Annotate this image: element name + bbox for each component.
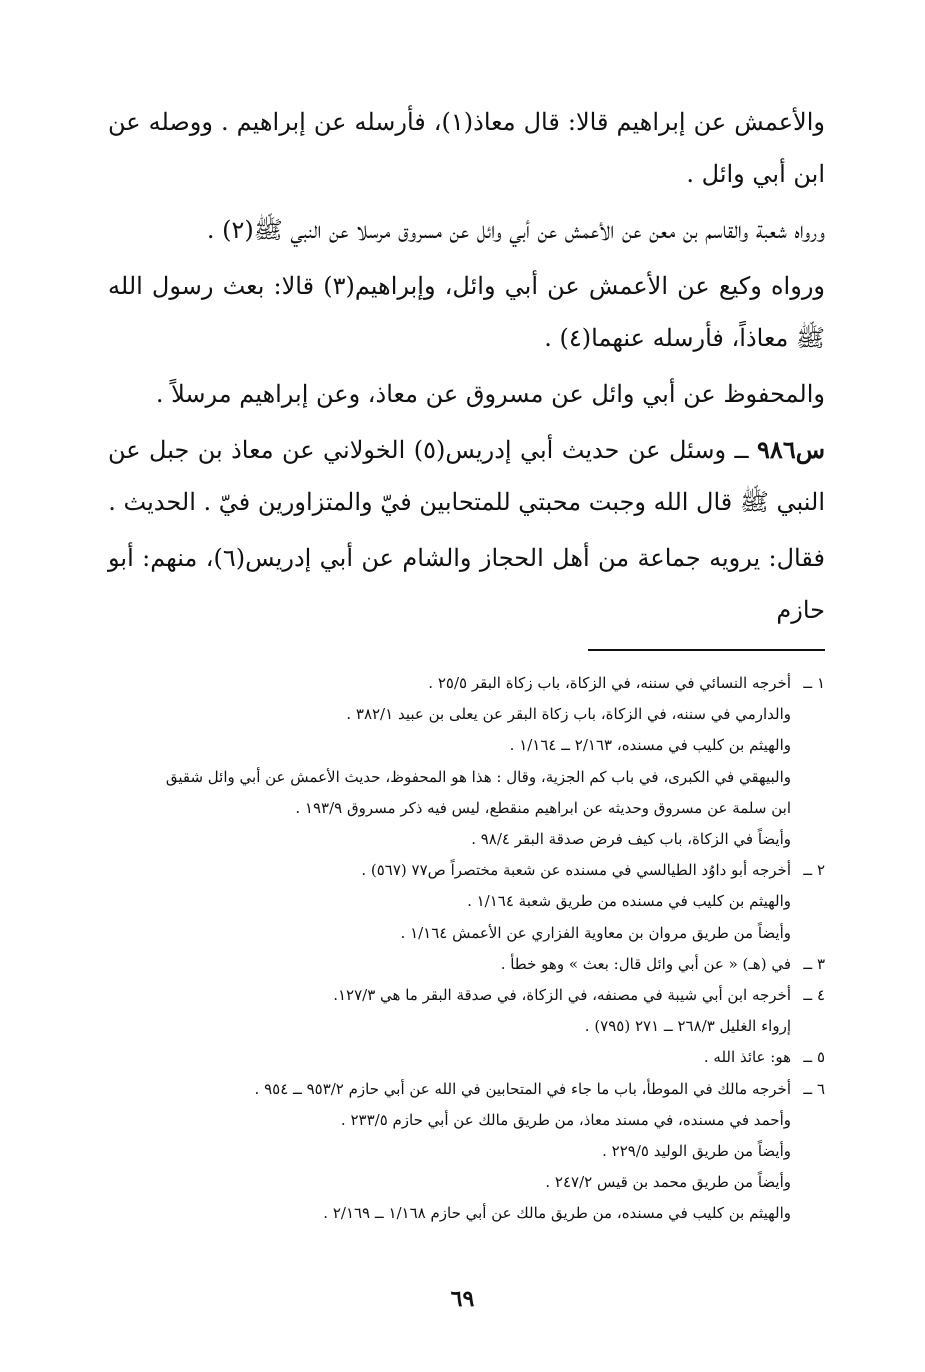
- paragraph-4: والمحفوظ عن أبي وائل عن مسروق عن معاذ، وعن إبراهيم مرسلاً .: [155, 380, 825, 408]
- footnote-line: والدارمي في سننه، في الزكاة، باب زكاة البقر عن يعلى بن عبيد ٣٨٢/١ .: [346, 705, 791, 724]
- question-number: س٩٨٦: [757, 435, 825, 464]
- footnote-line: أخرجه أبو داوُد الطيالسي في مسنده عن شعبة مختصراً ص٧٧ (٥٦٧) .: [361, 861, 791, 880]
- footnote-line: والهيثم بن كليب في مسنده، ٢/١٦٣ ــ ١/١٦٤ .: [509, 736, 791, 755]
- footnote-number: ٢ ــ: [803, 861, 825, 880]
- footnote-line: وأيضاً من طريق مروان بن معاوية الفزاري عن الأعمش ١/١٦٤ .: [400, 923, 791, 942]
- footnote-number: ٦ ــ: [803, 1079, 825, 1098]
- footnote-number: ٥ ــ: [803, 1048, 825, 1067]
- footnote-line: والهيثم بن كليب في مسنده، من طريق مالك عن أبي حازم ١/١٦٨ ــ ٢/١٦٩ .: [323, 1204, 791, 1223]
- footnote-line: أخرجه ابن أبي شيبة في مصنفه، في الزكاة، في صدقة البقر ما هي ١٢٧/٣.: [333, 986, 791, 1005]
- footnote-body: [108, 668, 791, 855]
- footnote-4: [108, 980, 825, 1042]
- footnotes: [108, 668, 825, 1230]
- footnote-line: إرواء الغليل ٢٦٨/٣ ــ ٢٧١ (٧٩٥) .: [584, 1017, 791, 1036]
- footnote-number: ٤ ــ: [803, 986, 825, 1005]
- footnote-1: [108, 668, 825, 855]
- footnote-line: وأيضاً من طريق محمد بن قيس ٢٤٧/٢ .: [545, 1173, 791, 1192]
- footnote-body: [108, 949, 791, 980]
- question-paragraph: [108, 424, 825, 528]
- footnote-3: [108, 949, 825, 980]
- footnote-6: [108, 1074, 825, 1230]
- footnote-body: [108, 1074, 791, 1230]
- footnote-5: [108, 1042, 825, 1073]
- paragraph-3: ورواه وكيع عن الأعمش عن أبي وائل، وإبراهيم(٣) قالا: بعث رسول الله ﷺ معاذاً، فأرسله عنهما(٤) .: [108, 272, 825, 352]
- footnote-line: أخرجه النسائي في سننه، في الزكاة، باب زكاة البقر ٢٥/٥ .: [428, 674, 791, 692]
- footnote-line: وأحمد في مسنده، في مسند معاذ، من طريق مالك عن أبي حازم ٢٣٣/٥ .: [340, 1110, 791, 1129]
- answer-paragraph: فقال: يرويه جماعة من أهل الحجاز والشام عن أبي إدريس(٦)، منهم: أبو حازم: [108, 544, 825, 624]
- question-text: ــ وسئل عن حديث أبي إدريس(٥) الخولاني عن معاذ بن جبل عن النبي ﷺ قال الله وجبت محبتي للمتحابين فيّ والمتزاورين فيّ . الحديث .: [108, 436, 825, 516]
- footnote-line: أخرجه مالك في الموطأ، باب ما جاء في المتحابين في الله عن أبي حازم ٩٥٣/٢ ــ ٩٥٤ .: [254, 1079, 791, 1098]
- footnote-number: ١ ــ: [803, 674, 825, 692]
- footnote-line: والهيثم بن كليب في مسنده من طريق شعبة ١/١٦٤ .: [467, 892, 791, 911]
- page-number: ٦٩: [450, 1286, 475, 1312]
- footnote-line: والبيهقي في الكبرى، في باب كم الجزية، وقال : هذا هو المحفوظ، حديث الأعمش عن أبي وائل شقيق: [165, 767, 791, 786]
- paragraph-1: والأعمش عن إبراهيم قالا: قال معاذ(١)، فأرسله عن إبراهيم . ووصله عن ابن أبي وائل .: [108, 108, 825, 188]
- footnote-line: ابن سلمة عن مسروق وحديثه عن ابراهيم منقطع، ليس فيه ذكر مسروق ١٩٣/٩ .: [295, 798, 791, 817]
- paragraph-2: ورواه شعبة والقاسم بن معن عن الأعمش عن أبي وائل عن مسروق مرسلا عن النبي ﷺ(٢) .: [206, 216, 825, 244]
- footnote-number: ٣ ــ: [803, 954, 825, 973]
- footnote-2: [108, 855, 825, 949]
- footnote-divider: [588, 649, 825, 651]
- footnote-body: [108, 855, 791, 949]
- main-text: [108, 96, 825, 638]
- footnote-line: هو: عائذ الله .: [703, 1048, 791, 1067]
- footnote-body: [108, 1042, 791, 1073]
- footnote-line: وأيضاً من طريق الوليد ٢٢٩/٥ .: [602, 1142, 791, 1161]
- footnote-body: [108, 980, 791, 1042]
- footnote-line: في (هـ) « عن أبي وائل قال: بعث » وهو خطأ .: [500, 954, 791, 973]
- footnote-line: وأيضاً في الزكاة، باب كيف فرض صدقة البقر ٩٨/٤ .: [471, 830, 791, 849]
